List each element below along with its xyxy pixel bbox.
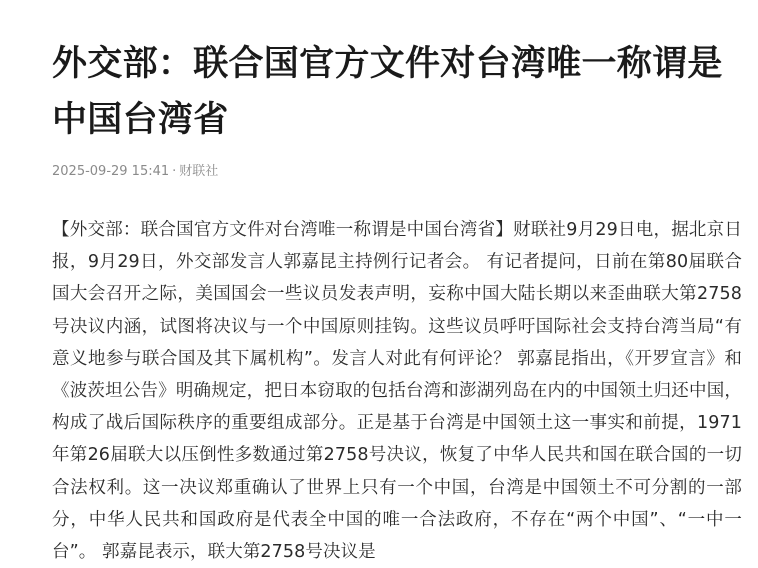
article-body: 【外交部：联合国官方文件对台湾唯一称谓是中国台湾省】财联社9月29日电，据北京日报，9月29日，外交部发言人郭嘉昆主持例行记者会。 有记者提问，日前在第80届联合国大会召开之际，美国国会一些议员发表声明，妄称中国大陆长期以来歪曲联大第2758号决议内涵，试图将决议与一个中国原则挂钩。这些议员呼吁国际社会支持台湾当局“有意义地参与联合国及其下属机构”。发言人对此有何评论？ 郭嘉昆指出，《开罗宣言》和《波茨坦公告》明确规定，把日本窃取的包括台湾和澎湖列岛在内的中国领土归还中国，构成了战后国际秩序的重要组成部分。正是基于台湾是中国领土这一事实和前提，1971年第26届联大以压倒性多数通过第2758号决议，恢复了中华人民共和国在联合国的一切合法权利。这一决议郑重确认了世界上只有一个中国，台湾是中国领土不可分割的一部分，中华人民共和国政府是代表全中国的唯一合法政府，不存在“两个中国”、“一中一台”。 郭嘉昆表示，联大第2758号决议是 (52, 220, 742, 563)
article-meta (52, 162, 218, 182)
article-title: 外交部：联合国官方文件对台湾唯一称谓是中国台湾省 (52, 44, 723, 140)
article-source: 财联社 (179, 164, 219, 179)
publish-datetime: 2025-09-29 15:41 (52, 164, 170, 179)
meta-separator: · (172, 164, 177, 179)
